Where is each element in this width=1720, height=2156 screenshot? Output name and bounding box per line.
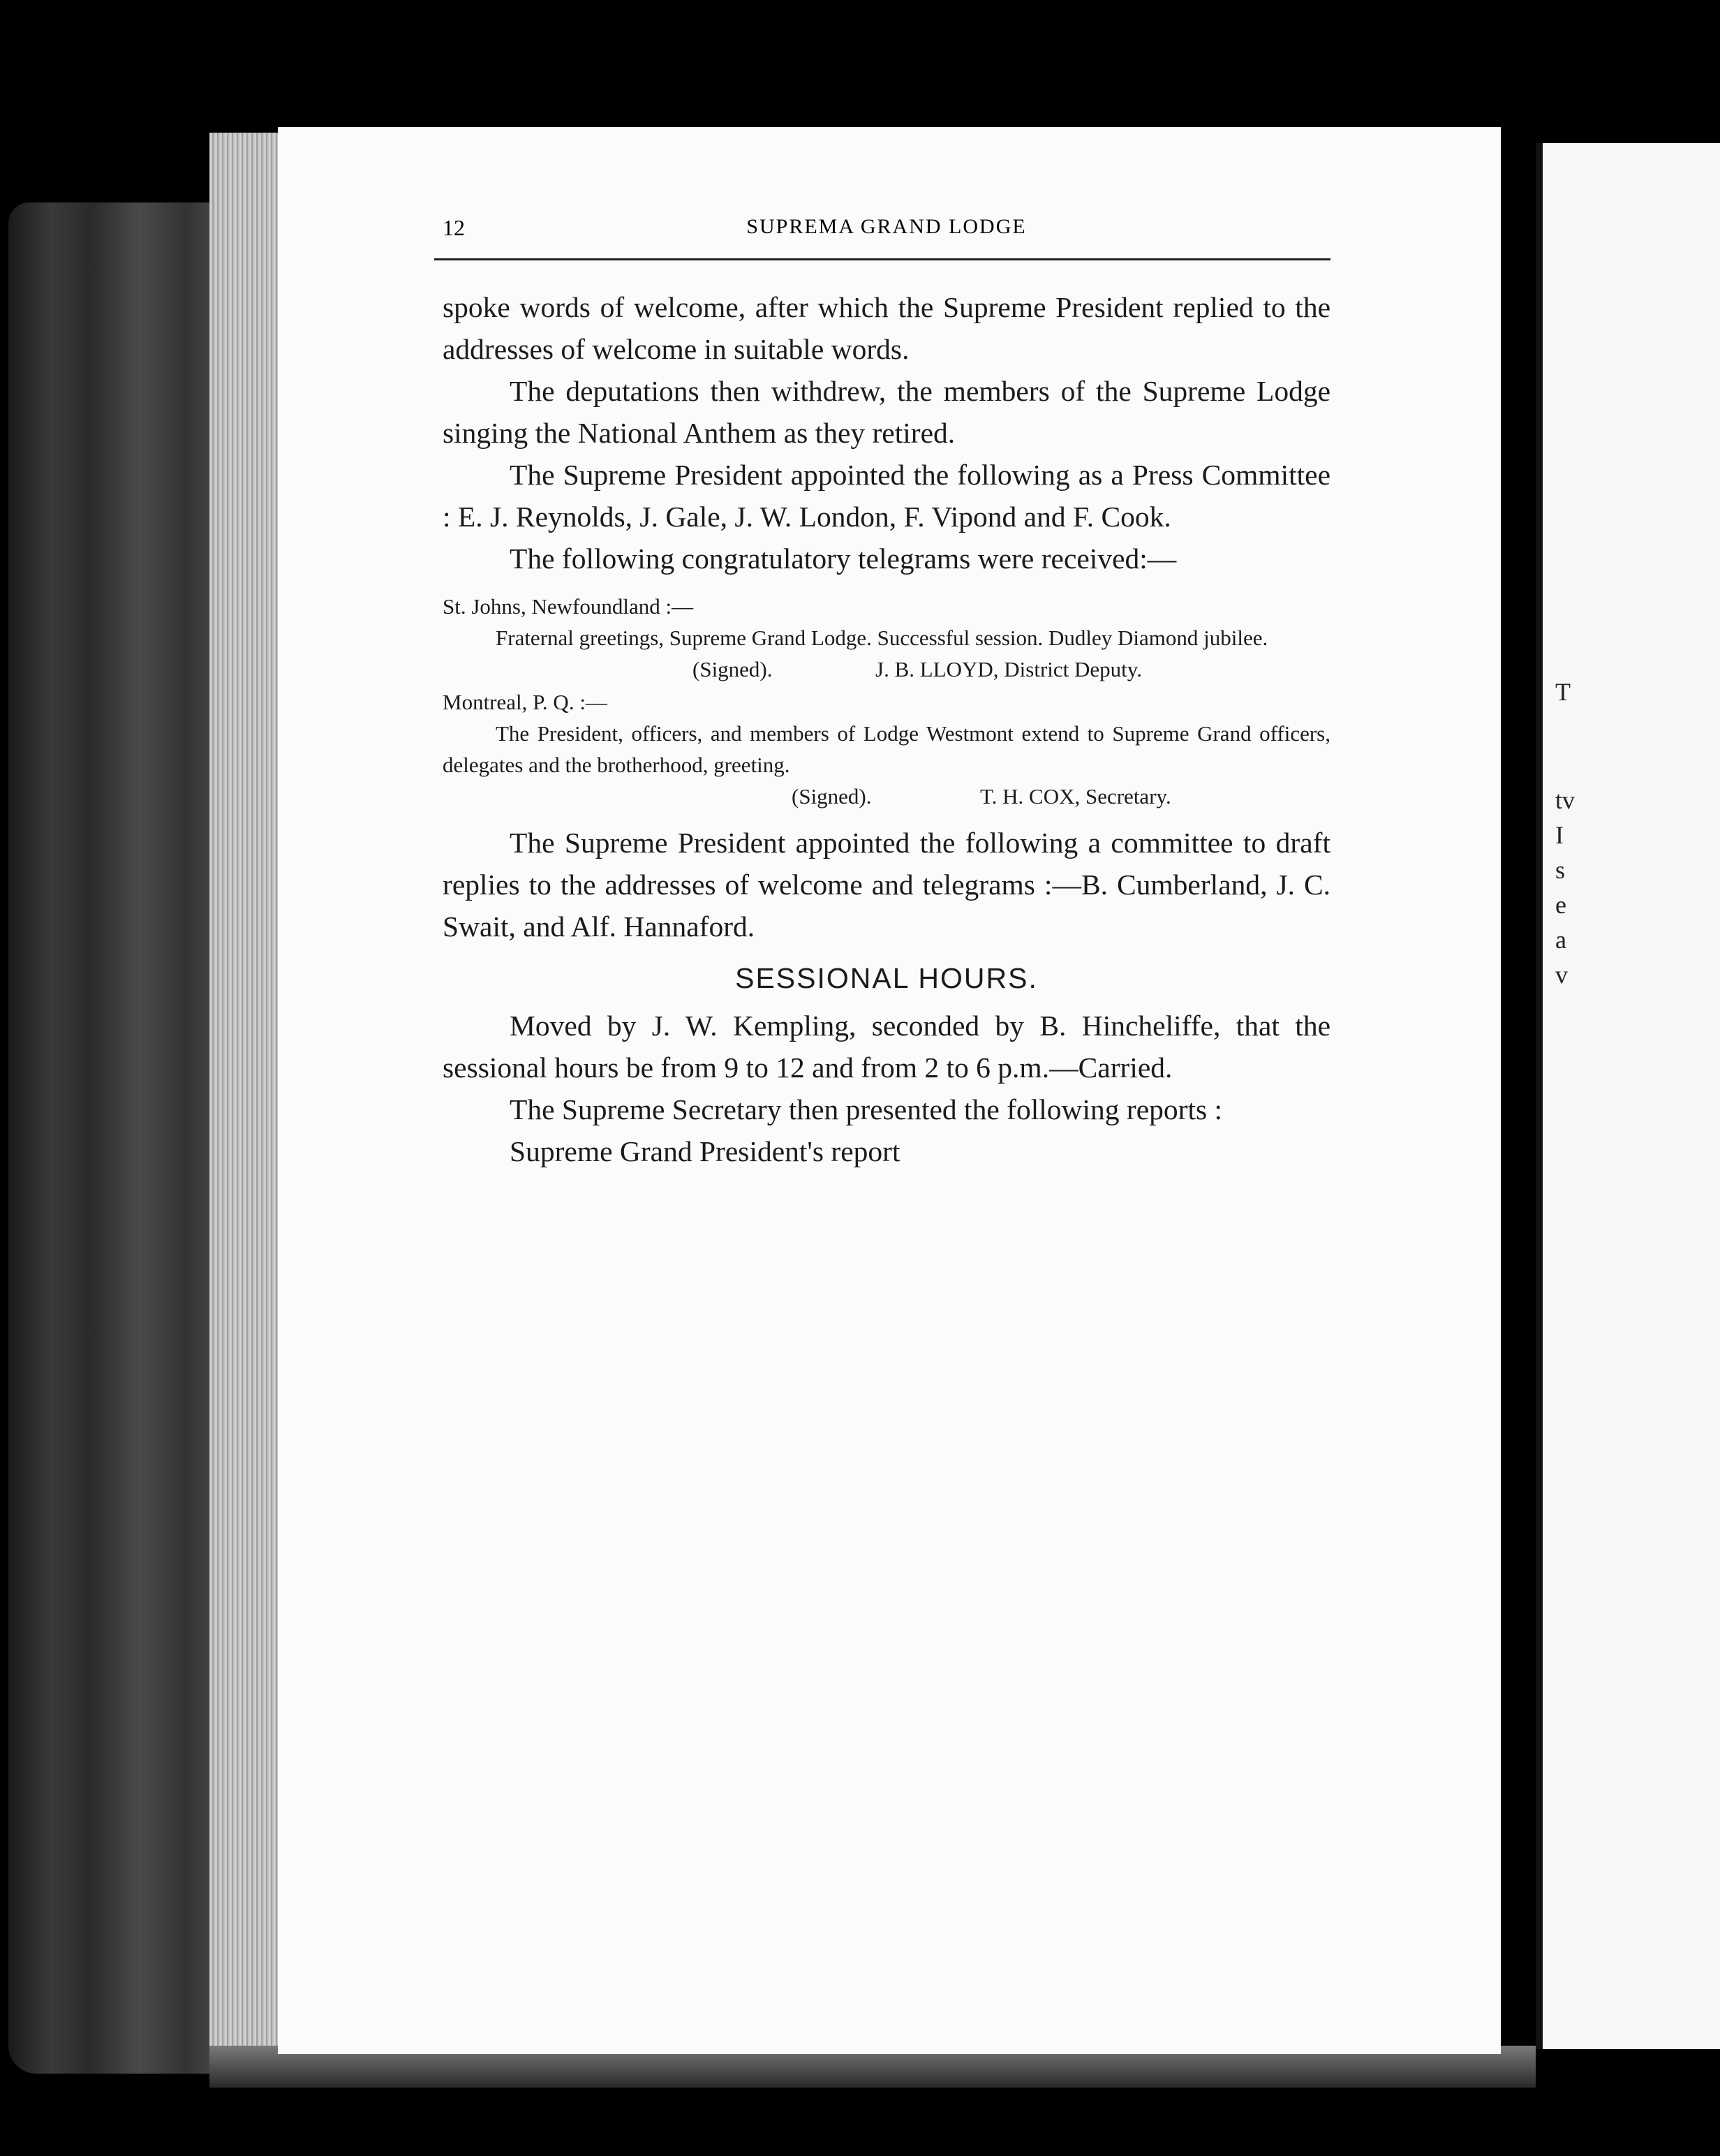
paragraph: spoke words of welcome, after which the Supreme President replied to the addresses of welcome in suitable words.	[443, 291, 1330, 365]
facing-page-fragment: tv	[1555, 786, 1576, 814]
running-title: SUPREMA GRAND LODGE	[746, 215, 1027, 238]
paragraph: The Supreme President appointed the following as a Press Committee : E. J. Reynolds, J. Gale, J. W. London, F. Vipond and F. Cook.	[443, 459, 1330, 533]
page-body	[443, 286, 1330, 1172]
telegram-message: Fraternal greetings, Supreme Grand Lodge. Successful session. Dudley Diamond jubilee.	[496, 626, 1268, 650]
facing-page-fragment: I	[1555, 821, 1564, 849]
telegram-signature-line	[443, 654, 1330, 685]
facing-page	[1536, 143, 1720, 2049]
header-rule	[434, 258, 1330, 260]
page-number: 12	[443, 215, 465, 240]
signed-label: (Signed).	[692, 657, 773, 681]
facing-page-fragment: v	[1555, 961, 1568, 989]
telegram-place: St. Johns, Newfoundland :—	[443, 594, 694, 619]
telegram-message: The President, officers, and members of Lodge Westmont extend to Supreme Grand officers, delegates and the brotherhood, greeting.	[443, 721, 1330, 777]
facing-page-fragment: a	[1555, 926, 1566, 954]
signatory: T. H. COX, Secretary.	[980, 784, 1171, 808]
facing-page-fragment: T	[1555, 678, 1571, 706]
facing-page-fragment: s	[1555, 856, 1566, 884]
paragraph: The Supreme Secretary then presented the following reports :	[510, 1093, 1223, 1125]
section-heading: SESSIONAL HOURS.	[735, 962, 1038, 994]
signed-label: (Signed).	[792, 784, 872, 808]
facing-page-fragment: e	[1555, 891, 1566, 919]
telegram-place: Montreal, P. Q. :—	[443, 690, 607, 714]
paragraph: The following congratulatory telegrams were received:—	[510, 542, 1177, 575]
telegram	[443, 686, 1330, 812]
running-head	[443, 215, 1330, 250]
paragraph: Moved by J. W. Kempling, seconded by B. Hincheliffe, that the sessional hours be from 9 to 12 and from 2 to 6 p.m.—Carried.	[443, 1010, 1330, 1084]
page-edges	[209, 133, 279, 2053]
telegram-signature-line	[443, 781, 1330, 812]
paragraph: The deputations then withdrew, the members of the Supreme Lodge singing the National Anthem as they retired.	[443, 375, 1330, 449]
telegram	[443, 591, 1330, 685]
signatory: J. B. LLOYD, District Deputy.	[875, 657, 1143, 681]
paragraph: The Supreme President appointed the following a committee to draft replies to the addresses of welcome and telegrams :—B. Cumberland, J. C. Swait, and Alf. Hannaford.	[443, 827, 1330, 943]
paragraph: Supreme Grand President's report	[510, 1135, 900, 1167]
